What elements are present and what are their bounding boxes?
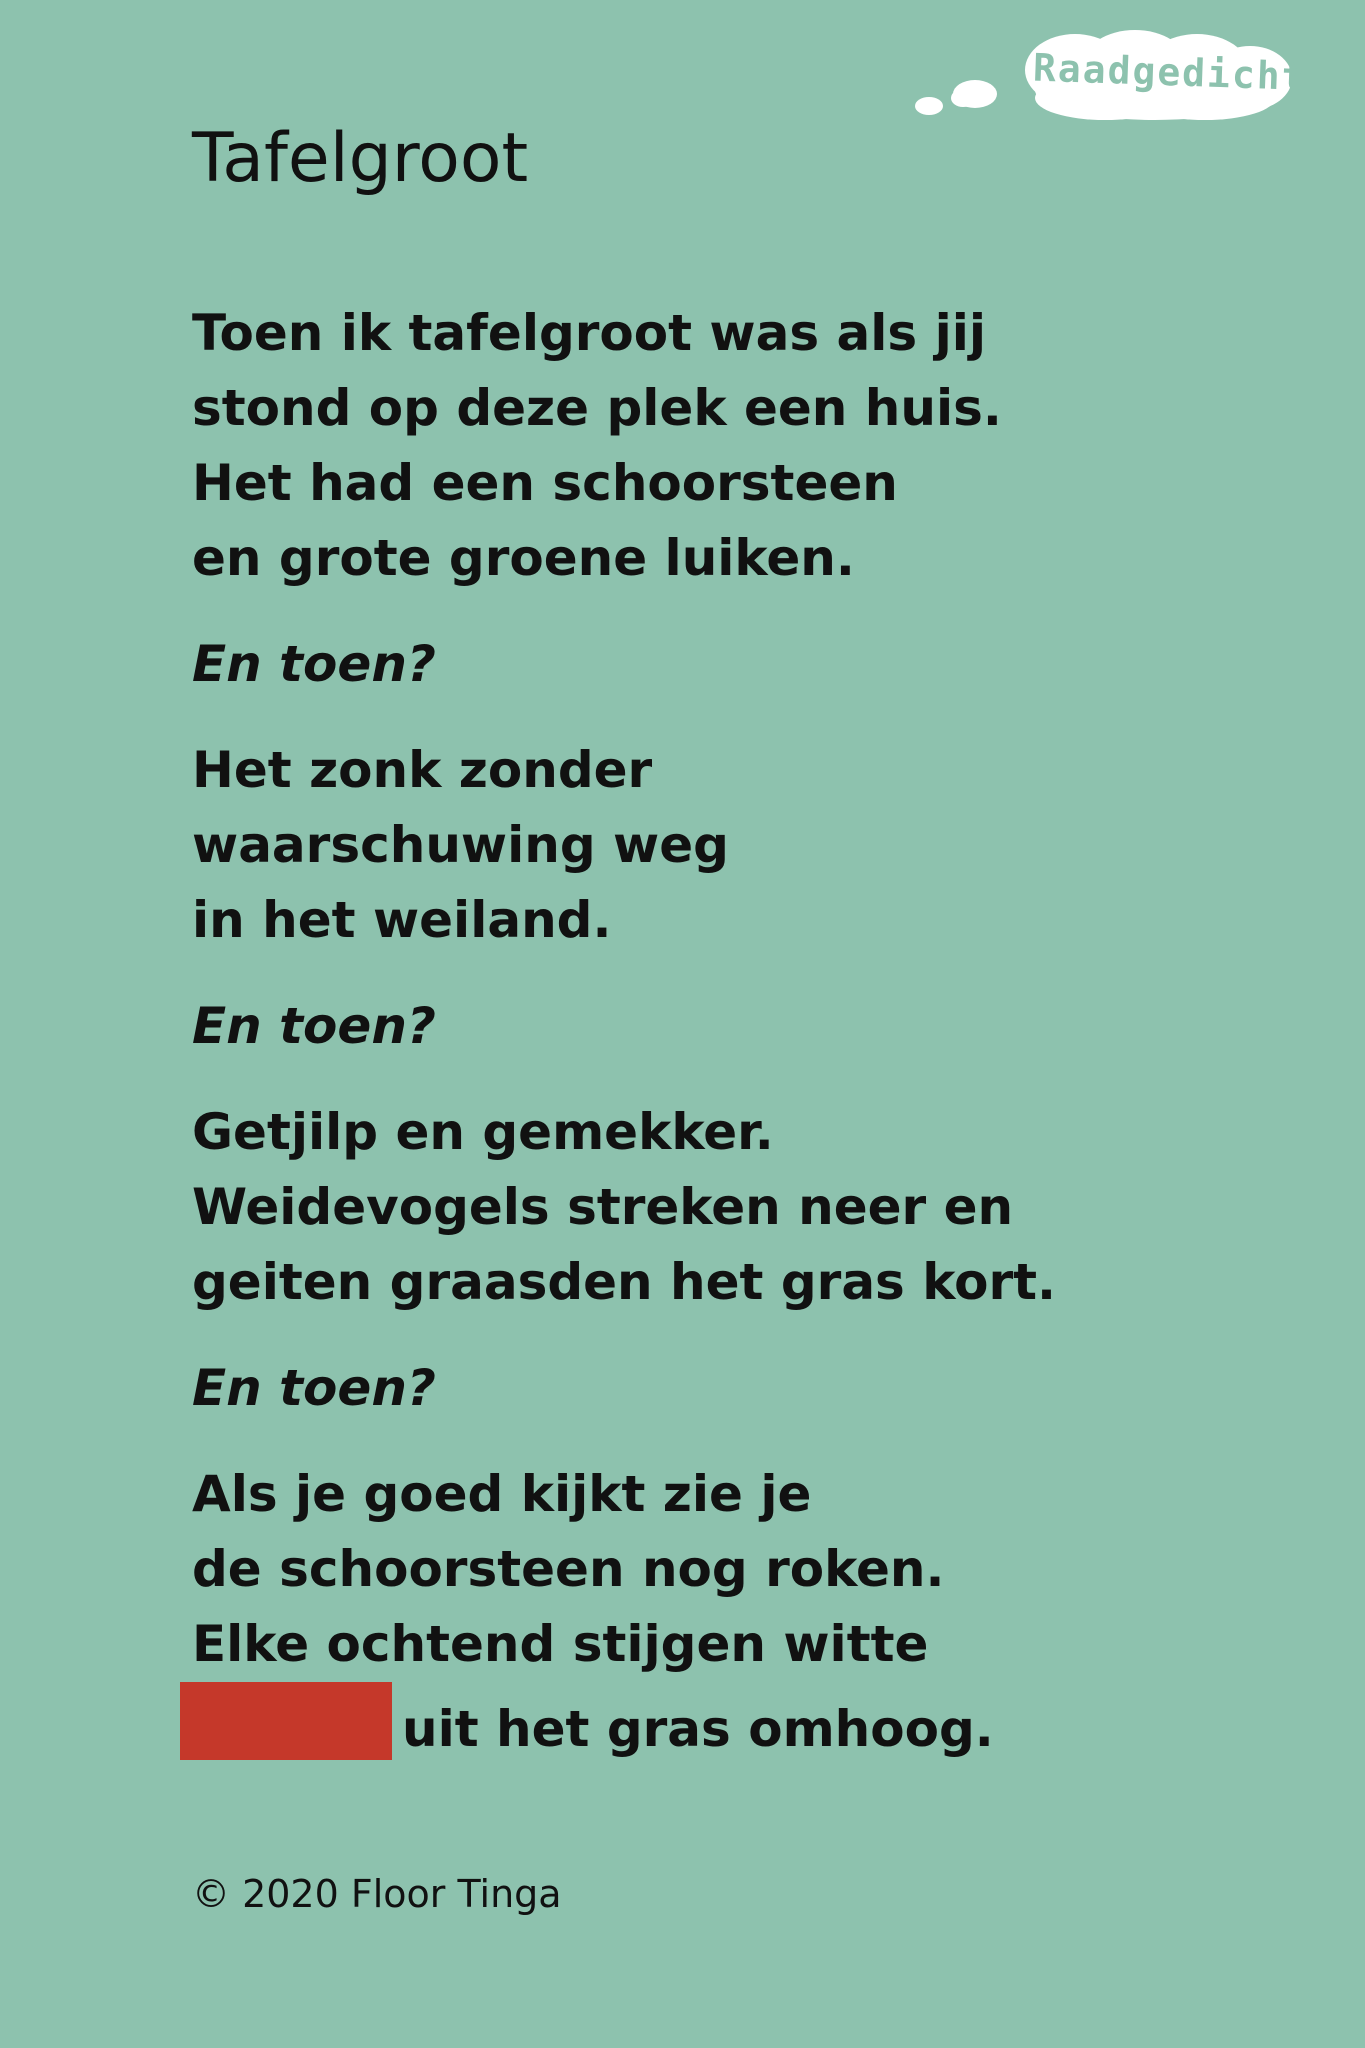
stanza-2 [192,733,1292,958]
answer-blank [180,1682,392,1760]
poem-line: geiten graasden het gras kort. [192,1253,1057,1311]
poem-line: Weidevogels streken neer en [192,1178,1014,1236]
poem-line: stond op deze plek een huis. [192,379,1002,437]
poem-line: waarschuwing weg [192,816,729,874]
poem-line: Elke ochtend stijgen witte [192,1615,929,1673]
poem-line: Toen ik tafelgroot was als jij [192,304,986,362]
poem-line: in het weiland. [192,891,612,949]
badge-label: Raadgedicht [1032,45,1308,100]
poem-title: Tafelgroot [192,119,529,198]
poem-line: Het had een schoorsteen [192,454,898,512]
poem-line: de schoorsteen nog roken. [192,1540,945,1598]
copyright: © 2020 Floor Tinga [192,1872,562,1916]
poem-line: Als je goed kijkt zie je [192,1465,812,1523]
poem-line: Getjilp en gemekker. [192,1103,774,1161]
raadgedicht-badge [905,28,1308,138]
stanza-1 [192,296,1292,596]
refrain: En toen? [192,635,436,693]
refrain: En toen? [192,1359,436,1417]
poem-line-with-blank [192,1682,1292,1767]
poem-line: Het zonk zonder [192,741,653,799]
stanza-4 [192,1457,1292,1767]
poem-body [192,296,1292,1767]
poem-line: en grote groene luiken. [192,529,855,587]
poem-line-tail: uit het gras omhoog. [402,1700,994,1758]
stanza-3 [192,1095,1292,1320]
refrain: En toen? [192,997,436,1055]
